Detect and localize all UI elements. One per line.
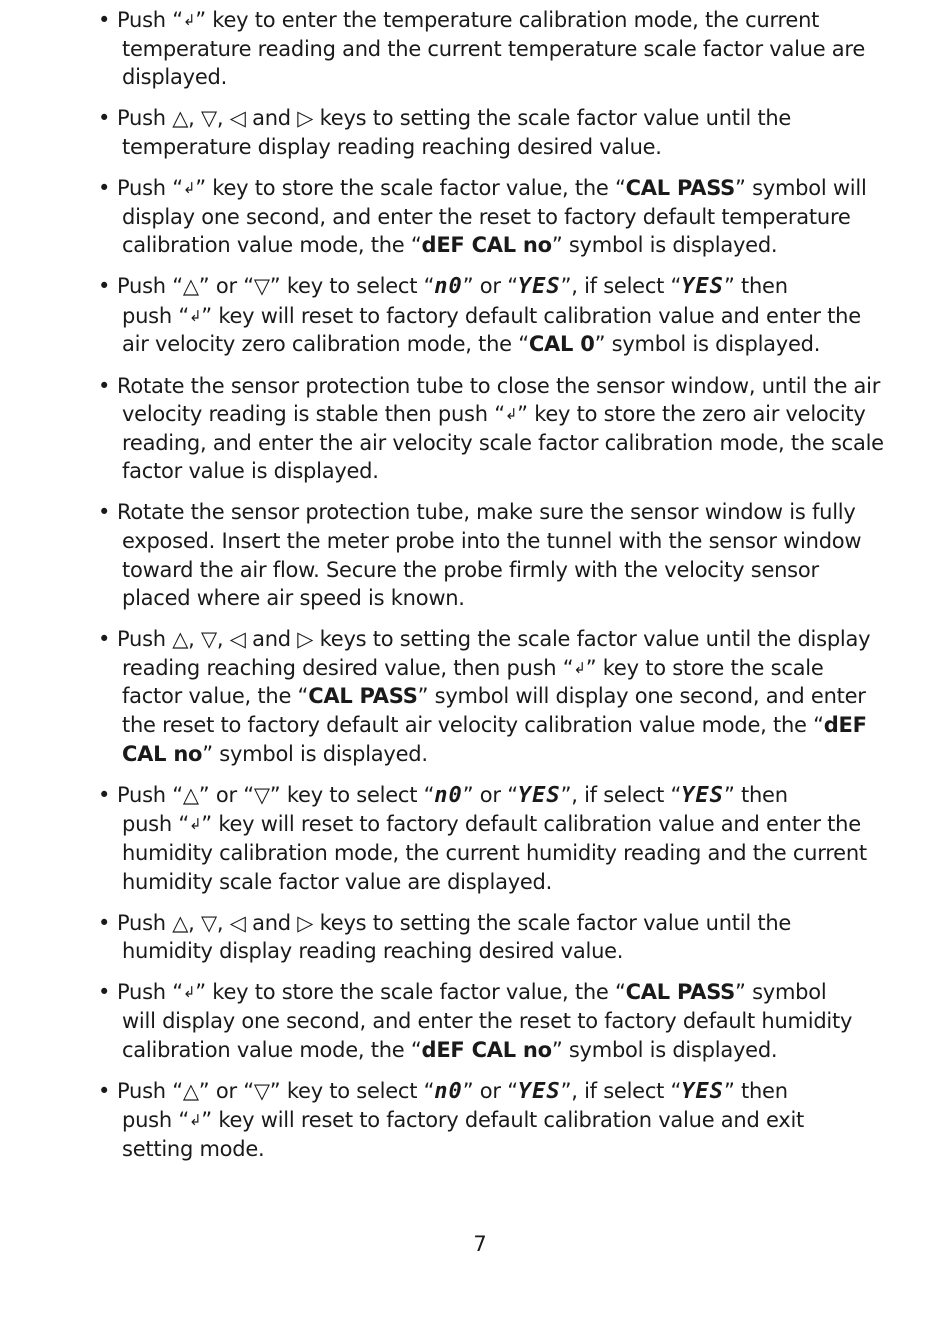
enter-key-icon: ↲ [188,815,202,834]
text-line: setting mode. [122,1136,265,1161]
text-line: Push △, ▽, ◁ and ▷ keys to setting the scale factor value until the [117,910,792,935]
list-item [98,978,898,1064]
text-line: calibration value mode, the “dEF CAL no” symbol is displayed. [122,233,778,258]
list-item [98,272,898,359]
text-line: exposed. Insert the meter probe into the tunnel with the sensor window [122,529,862,553]
text-line: Push “△” or “▽” key to select “n0” or “YES”, if select “YES” then [117,1078,788,1104]
text-line: push “↲” key will reset to factory default calibration value and enter the [122,812,861,837]
manual-page [98,6,898,1176]
text-line: Push △, ▽, ◁ and ▷ keys to setting the scale factor value until the [117,106,792,131]
text-line: display one second, and enter the reset to factory default temperature [122,204,851,229]
text-line: push “↲” key will reset to factory default calibration value and enter the [122,303,861,328]
enter-key-icon: ↲ [573,658,586,677]
text-line: Rotate the sensor protection tube, make sure the sensor window is fully [117,500,856,525]
text-line: humidity scale factor value are displayed. [122,869,553,894]
def-cal-no-symbol: dEF CAL no [421,233,552,258]
text-line: Push “△” or “▽” key to select “n0” or “YES”, if select “YES” then [117,274,788,300]
list-item [98,781,898,896]
text-line: velocity reading is stable then push “↲” key to store the zero air velocity [122,402,866,427]
cal-pass-symbol: CAL PASS [625,980,736,1005]
list-item [98,909,898,966]
lcd-yes-symbol: YES [681,274,724,300]
lcd-yes-symbol: YES [517,782,561,808]
enter-key-icon: ↲ [188,306,202,325]
list-item [98,1077,898,1164]
text-line: Push “↲” key to store the scale factor value, the “CAL PASS” symbol will [117,175,867,200]
lcd-no-symbol: n0 [434,782,463,808]
text-line: temperature display reading reaching desired value. [122,134,662,159]
list-item [98,104,898,161]
page-number: 7 [473,1232,487,1256]
enter-key-icon: ↲ [182,178,196,197]
text-line: displayed. [122,65,227,90]
text-line: Push “↲” key to store the scale factor value, the “CAL PASS” symbol [117,980,827,1005]
bullet-dot: • [98,627,111,652]
text-line: humidity display reading reaching desired value. [122,939,624,964]
cal-pass-symbol: CAL PASS [308,684,418,709]
list-item [98,498,898,612]
text-line: toward the air flow. Secure the probe firmly with the velocity sensor [122,557,819,582]
enter-key-icon: ↲ [182,11,196,29]
bullet-dot: • [98,274,111,299]
bullet-dot: • [98,8,111,32]
text-line: factor value is displayed. [122,459,379,484]
list-item [98,372,898,486]
text-line: the reset to factory default air velocity calibration value mode, the “dEF [122,713,867,738]
bullet-dot: • [98,1078,111,1103]
cal-no-symbol: CAL no [122,741,203,766]
cal-pass-symbol: CAL PASS [625,175,736,200]
lcd-yes-symbol: YES [681,782,724,808]
bullet-dot: • [98,373,111,398]
text-line: temperature reading and the current temperature scale factor value are [122,36,866,61]
bullet-dot: • [98,106,111,131]
text-line: Push “↲” key to enter the temperature calibration mode, the current [117,8,820,32]
list-item [98,6,898,92]
text-line: will display one second, and enter the reset to factory default humidity [122,1008,853,1033]
def-cal-no-symbol: dEF CAL no [421,1037,552,1062]
text-line: Rotate the sensor protection tube to close the sensor window, until the air [117,373,881,398]
bullet-dot: • [98,782,111,807]
enter-key-icon: ↲ [182,983,196,1002]
lcd-no-symbol: n0 [434,1078,463,1104]
bullet-dot: • [98,500,111,525]
lcd-yes-symbol: YES [681,1078,724,1104]
text-line: calibration value mode, the “dEF CAL no” symbol is displayed. [122,1037,778,1062]
bullet-dot: • [98,175,111,200]
enter-key-icon: ↲ [188,1111,202,1130]
bullet-dot: • [98,910,111,935]
text-line: factor value, the “CAL PASS” symbol will display one second, and enter [122,684,866,709]
cal-0-symbol: CAL 0 [528,332,595,357]
enter-key-icon: ↲ [504,405,518,424]
def-symbol: dEF [823,713,867,738]
bullet-dot: • [98,980,111,1005]
lcd-yes-symbol: YES [517,1078,561,1104]
text-line: push “↲” key will reset to factory default calibration value and exit [122,1108,805,1133]
text-line: Push △, ▽, ◁ and ▷ keys to setting the scale factor value until the display [117,627,871,652]
text-line: humidity calibration mode, the current humidity reading and the current [122,840,867,865]
text-line: CAL no” symbol is displayed. [122,741,428,766]
lcd-yes-symbol: YES [517,274,561,300]
list-item [98,174,898,260]
lcd-no-symbol: n0 [434,274,463,300]
text-line: Push “△” or “▽” key to select “n0” or “YES”, if select “YES” then [117,782,788,808]
text-line: placed where air speed is known. [122,586,465,611]
list-item [98,625,898,768]
text-line: air velocity zero calibration mode, the “CAL 0” symbol is displayed. [122,332,821,357]
text-line: reading reaching desired value, then push “↲” key to store the scale [122,655,824,680]
text-line: reading, and enter the air velocity scale factor calibration mode, the scale [122,430,884,455]
